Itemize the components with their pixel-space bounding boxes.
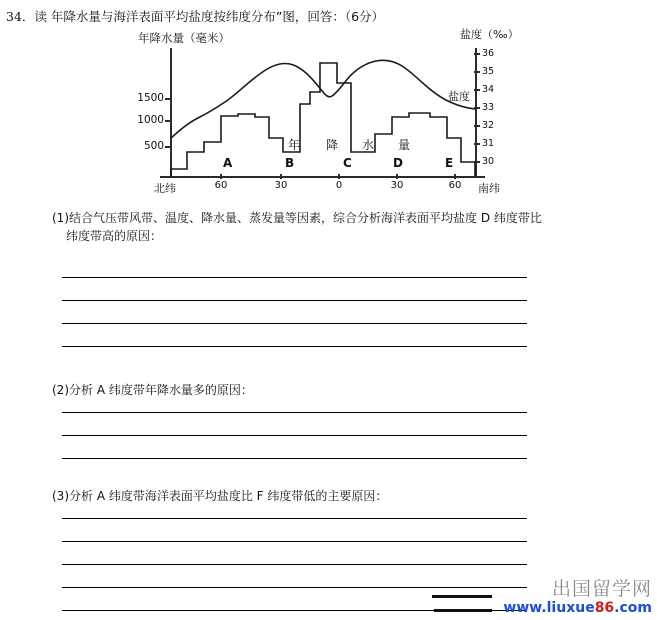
answer-rule-2-1[interactable] (62, 412, 527, 413)
answer-rule-1-1[interactable] (62, 277, 527, 278)
chart-figure (130, 28, 530, 194)
answer-rule-3-3[interactable] (62, 564, 527, 565)
x-axis-start-label: 北纬 (154, 182, 176, 195)
answer-rule-1-4[interactable] (62, 346, 527, 347)
question-3-text-1: 分析 A 纬度带海洋表面平均盐度比 F 纬度带低的主要原因： (69, 489, 388, 503)
inline-legend-char-1: 年 (288, 138, 301, 152)
precipitation-step-line (171, 63, 475, 176)
question-number: 34 (6, 9, 22, 24)
watermark-url-part1: www.liuxue (503, 600, 595, 616)
x-tick-n60: 60 (206, 180, 236, 191)
y-tick-right-34: 34 (482, 84, 494, 95)
question-1-number: (1) (52, 211, 69, 225)
x-tick-n30: 30 (266, 180, 296, 191)
watermark (503, 579, 652, 616)
salinity-curve-line (171, 60, 475, 138)
x-tick-s30: 30 (382, 180, 412, 191)
y-axis-right-title: 盐度（‰） (460, 28, 519, 41)
watermark-url-part2: 86 (594, 600, 615, 616)
y-tick-right-33: 33 (482, 102, 494, 113)
watermark-site-name: 出国留学网 (551, 578, 652, 600)
answer-rule-1-2[interactable] (62, 300, 527, 301)
answer-rule-3-1[interactable] (62, 518, 527, 519)
inline-legend-char-4: 量 (398, 138, 411, 152)
y-axis-left-title: 年降水量（毫米） (138, 31, 230, 45)
inline-legend-char-2: 降 (326, 138, 339, 152)
chart-plot-area (130, 28, 530, 194)
answer-rule-2-2[interactable] (62, 435, 527, 436)
question-2-text-1: 分析 A 纬度带年降水量多的原因： (69, 383, 253, 397)
zone-label-E: E (445, 156, 454, 170)
answer-rule-3-4[interactable] (62, 587, 527, 588)
question-stem-text: ．读 年降水量与海洋表面平均盐度按纬度分布”图，回答：（6分） (21, 9, 385, 24)
y-tick-right-32: 32 (482, 120, 494, 131)
answer-rule-2-3[interactable] (62, 458, 527, 459)
y-tick-right-31: 31 (482, 138, 494, 149)
zone-label-C: C (343, 156, 352, 170)
question-1-line-1 (52, 210, 542, 227)
zone-label-D: D (393, 156, 403, 170)
y-tick-left-1000: 1000 (130, 114, 164, 126)
question-2-line-1 (52, 382, 253, 399)
x-axis-end-label: 南纬 (478, 182, 500, 195)
question-3-line-1 (52, 488, 387, 505)
watermark-url-part3: .com (614, 600, 652, 616)
inline-legend-char-3: 水 (362, 138, 375, 152)
zone-label-A: A (223, 156, 233, 170)
watermark-bar-top (432, 595, 492, 598)
y-tick-left-1500: 1500 (130, 92, 164, 104)
answer-rule-1-3[interactable] (62, 323, 527, 324)
question-1-text-1: 结合气压带风带、温度、降水量、蒸发量等因素，综合分析海洋表面平均盐度 D 纬度带比 (69, 211, 542, 225)
question-3-number: (3) (52, 489, 69, 503)
question-stem (6, 8, 646, 26)
x-tick-s60: 60 (440, 180, 470, 191)
salinity-curve-label: 盐度 (448, 90, 470, 103)
zone-label-B: B (285, 156, 295, 170)
y-tick-right-35: 35 (482, 66, 494, 77)
watermark-url (503, 600, 652, 616)
question-2-number: (2) (52, 383, 69, 397)
x-tick-0: 0 (324, 180, 354, 191)
watermark-bar-bottom (434, 609, 492, 612)
question-1-line-2: 纬度带高的原因： (66, 229, 163, 243)
y-tick-right-30: 30 (482, 156, 494, 167)
answer-rule-3-2[interactable] (62, 541, 527, 542)
y-tick-right-36: 36 (482, 48, 494, 59)
y-tick-left-500: 500 (130, 140, 164, 152)
